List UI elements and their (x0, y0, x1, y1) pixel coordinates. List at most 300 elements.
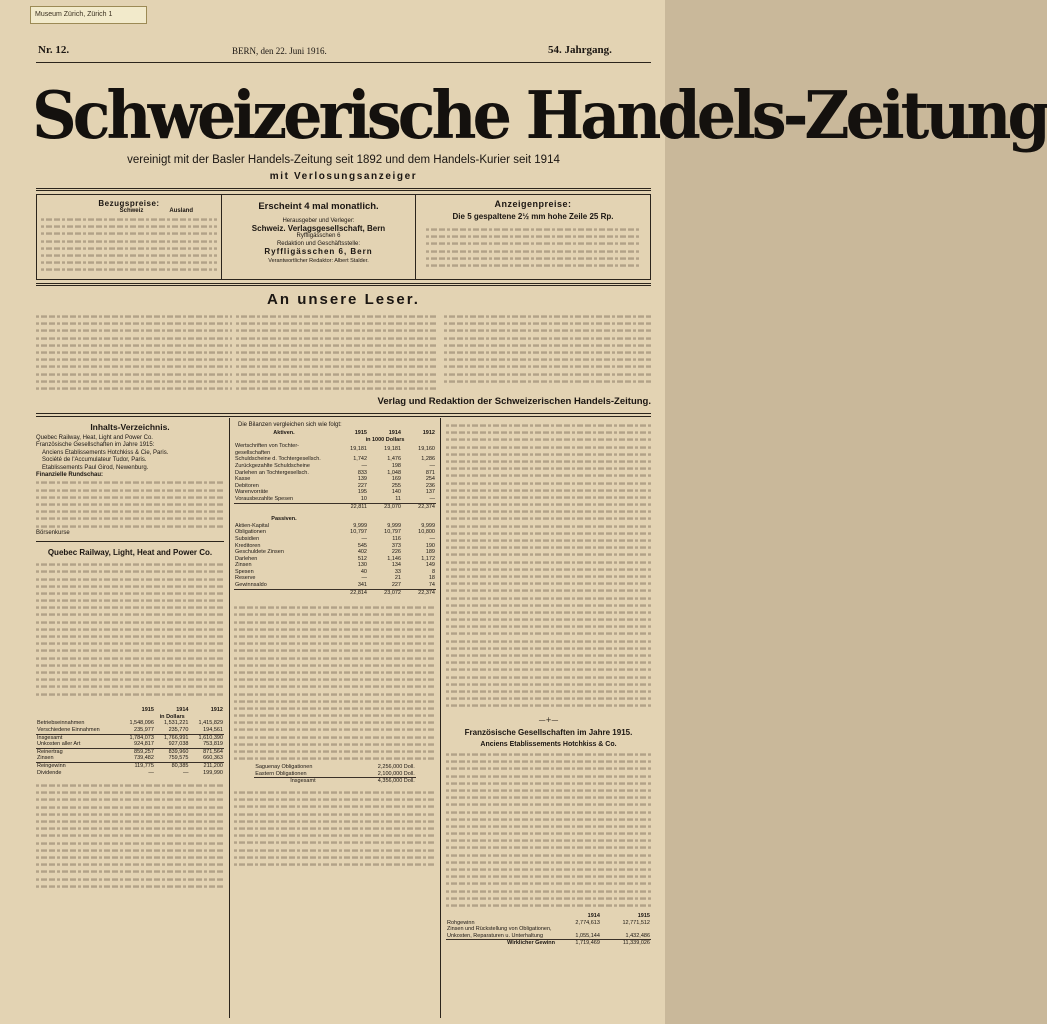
table-cell: 1,432,486 (625, 932, 650, 939)
inhalt-item: Anciens Etablissements Hotchkiss & Cie, Paris. (42, 449, 169, 456)
table-cell: 753,819 (203, 741, 223, 748)
text-line (36, 621, 224, 624)
bezug-col-ausland: Ausland (169, 208, 193, 214)
text-line (234, 849, 436, 852)
table-cell: Debitoren (235, 482, 259, 489)
table-cell: 9,999 (353, 522, 367, 529)
editorial-label: Redaktion und Geschäftsstelle: (276, 241, 361, 247)
table-cell: Zurückgezahlte Schuldscheine (235, 462, 310, 469)
table-cell: — (361, 575, 367, 582)
text-line (234, 628, 436, 631)
text-line (446, 518, 651, 521)
text-line (446, 424, 651, 427)
table-cell: 21 (394, 575, 401, 582)
text-line (36, 571, 224, 574)
text-line (446, 582, 651, 585)
text-line (446, 669, 651, 672)
text-line (446, 868, 651, 871)
text-line (36, 599, 224, 602)
balance-assets-table (234, 430, 436, 510)
table-cell: 119,775 (120, 762, 155, 769)
balance-liabilities-table (234, 516, 436, 596)
text-line (36, 856, 224, 859)
income-header-1914: 1914 (176, 707, 189, 714)
lead-column-1 (36, 313, 232, 393)
table-cell: Verschiedene Einnahmen (37, 726, 100, 733)
table-cell: Kasse (235, 476, 251, 483)
table-cell: 80,385 (155, 762, 190, 769)
text-line (236, 387, 436, 390)
text-line (41, 233, 217, 236)
right-text-2 (446, 751, 651, 909)
masthead-title: Schweizerische Handels-Zeitung (32, 77, 1047, 154)
text-line (234, 856, 436, 859)
publisher-box (222, 194, 416, 280)
text-line (234, 621, 436, 624)
text-line (234, 834, 436, 837)
table-cell: — (182, 769, 189, 776)
table-cell: Eastern Obligationen (255, 770, 307, 777)
table-cell: 211,200 (189, 762, 224, 769)
text-line (446, 532, 651, 535)
table-cell: 236 (425, 482, 435, 489)
text-line (444, 315, 651, 318)
table-cell: — (429, 535, 435, 542)
text-line (36, 525, 224, 528)
text-line (36, 373, 232, 376)
table-cell: 190 (425, 542, 435, 549)
text-line (234, 799, 436, 802)
table-row (254, 764, 416, 771)
table-cell: 195 (357, 489, 367, 496)
table-cell: 1915 (354, 430, 367, 436)
text-line (36, 792, 224, 795)
table-cell: 254 (425, 476, 435, 483)
text-line (36, 628, 224, 631)
text-line (36, 489, 224, 492)
table-cell: 924,817 (134, 741, 154, 748)
publisher-name: Schweiz. Verlagsgesellschaft, Bern (251, 224, 386, 233)
text-line (234, 729, 436, 732)
text-line (446, 475, 651, 478)
text-line (446, 890, 651, 893)
text-line (446, 789, 651, 792)
table-cell: 402 (357, 549, 367, 556)
balance-intro: Die Bilanzen vergleichen sich wie folgt: (238, 422, 342, 428)
text-line (446, 489, 651, 492)
table-cell: — (429, 495, 435, 502)
text-line (36, 813, 224, 816)
text-line (234, 791, 436, 794)
table-cell: Saguenay Obligationen (255, 764, 313, 771)
table-cell: Kreditoren (235, 542, 261, 549)
table-cell: Betriebseinnahmen (37, 720, 85, 727)
masthead-subtitle: vereinigt mit der Basler Handels-Zeitung seit 1892 und dem Handels-Kurier seit 1914 (127, 154, 560, 166)
text-line (426, 264, 640, 267)
text-line (446, 854, 651, 857)
table-cell (446, 913, 556, 920)
text-line (446, 811, 651, 814)
table-cell: Dividende (37, 769, 62, 776)
table-cell: Wertschriften von Tochter-gesellschaften (235, 443, 299, 456)
table-row (36, 755, 224, 762)
text-line (234, 743, 436, 746)
table-cell: 227 (357, 482, 367, 489)
publisher-address: Ryffligässchen 6 (296, 233, 341, 239)
text-line (446, 561, 651, 564)
table-cell: 2,774,613 (575, 919, 600, 926)
text-line (446, 539, 651, 542)
text-line (446, 496, 651, 499)
table-cell: 545 (357, 542, 367, 549)
text-line (234, 714, 436, 717)
table-cell: 373 (391, 542, 401, 549)
text-line (41, 240, 217, 243)
text-line (36, 878, 224, 881)
table-cell: 226 (391, 549, 401, 556)
text-line (234, 863, 436, 866)
text-line (36, 366, 232, 369)
text-line (36, 885, 224, 888)
table-cell: 1,476 (387, 456, 401, 463)
inhalt-item: Französische Gesellschaften im Jahre 1915: (36, 442, 155, 449)
text-line (36, 511, 224, 514)
masthead-rule (36, 188, 651, 192)
franz-title: Französische Gesellschaften im Jahre 1915. (464, 728, 633, 737)
table-cell: 140 (391, 489, 401, 496)
lead-rule-top (36, 283, 651, 287)
table-cell: 8 (431, 568, 435, 575)
table-cell: 1,146 (387, 555, 401, 562)
table-cell: 23,070 (368, 503, 402, 510)
table-cell: 23,072 (368, 589, 402, 596)
text-line (234, 643, 436, 646)
text-line (36, 563, 224, 566)
inhalt-list (36, 435, 224, 537)
table-cell: Reinertrag (36, 748, 120, 755)
table-cell (36, 707, 120, 714)
bezugspreise-title: Bezugspreise: (98, 199, 160, 208)
text-line (234, 664, 436, 667)
text-line (444, 366, 651, 369)
text-line (234, 820, 436, 823)
table-cell: Rohgewinn (447, 919, 475, 926)
text-line (36, 842, 224, 845)
table-row (234, 483, 436, 490)
text-line (446, 697, 651, 700)
table-cell: 1,766,991 (155, 734, 190, 741)
text-line (234, 707, 436, 710)
table-cell: 19,181 (384, 446, 401, 453)
table-cell: 1,719,469 (556, 940, 601, 947)
right-text-1 (446, 422, 651, 712)
section-rule-2 (36, 416, 651, 417)
table-cell: Obligationen (235, 529, 266, 536)
table-row (234, 443, 436, 456)
income-table (36, 707, 224, 776)
text-line (446, 876, 651, 879)
text-line (36, 503, 224, 506)
text-line (446, 568, 651, 571)
text-line (234, 635, 436, 638)
table-row (36, 720, 224, 727)
table-row (234, 556, 436, 563)
table-row (254, 778, 416, 785)
middle-column (234, 422, 436, 871)
table-cell: 2,256,000 Doll. (377, 764, 415, 771)
table-cell (234, 503, 334, 510)
table-row (234, 562, 436, 569)
text-line (446, 554, 651, 557)
text-line (444, 373, 651, 376)
text-line (426, 257, 640, 260)
table-cell: 871 (425, 469, 435, 476)
text-line (234, 657, 436, 660)
table-cell: 18 (428, 575, 435, 582)
table-cell: — (148, 769, 154, 776)
text-line (36, 323, 232, 326)
text-line (444, 337, 651, 340)
table-cell: Spesen (235, 568, 254, 575)
text-line (36, 835, 224, 838)
inhalt-item: Finanzielle Rundschau: (36, 472, 104, 479)
text-line (236, 337, 436, 340)
assets-total (234, 503, 436, 510)
text-line (41, 269, 217, 272)
text-line (41, 226, 217, 229)
inhalt-item: Quebec Railway, Heat, Light and Power Co. (36, 435, 153, 441)
inhalt-item: Etablissements Paul Girod, Newenburg. (42, 464, 149, 471)
text-line (446, 832, 651, 835)
table-cell: — (361, 462, 367, 469)
table-cell: 759,575 (168, 755, 189, 762)
text-line (446, 676, 651, 679)
bezugspreise-box (36, 194, 222, 280)
text-line (234, 842, 436, 845)
table-cell: 833 (357, 469, 367, 476)
table-cell: 739,482 (134, 755, 154, 762)
table-row (234, 476, 436, 483)
table-cell (368, 516, 402, 523)
text-line (36, 635, 224, 638)
table-row (446, 940, 651, 947)
table-row (234, 456, 436, 463)
table-cell: 198 (391, 462, 401, 469)
table-cell: 11,339,026 (601, 940, 651, 947)
table-cell: 227 (391, 582, 401, 589)
text-line (36, 585, 224, 588)
middle-text-2 (234, 789, 436, 871)
table-cell: 139 (357, 476, 367, 483)
table-row (234, 569, 436, 576)
table-cell: 1,784,073 (120, 734, 155, 741)
text-line (444, 330, 651, 333)
text-line (446, 604, 651, 607)
table-cell: 134 (391, 562, 401, 569)
anzeigenpreise-title: Anzeigenpreise: (494, 199, 572, 209)
middle-text-1 (234, 604, 436, 762)
table-cell (234, 437, 334, 444)
text-line (446, 525, 651, 528)
table-row (36, 741, 224, 748)
table-row (234, 489, 436, 496)
museum-stamp: Museum Zürich, Zürich 1 (30, 6, 147, 24)
table-cell: 11 (395, 495, 401, 502)
text-line (446, 511, 651, 514)
text-line (446, 825, 651, 828)
table-cell: 169 (391, 476, 401, 483)
bezug-col-schweiz: Schweiz (119, 208, 144, 214)
text-line (446, 897, 651, 900)
text-line (446, 503, 651, 506)
lead-column-2 (236, 313, 436, 393)
table-cell: 512 (357, 555, 367, 562)
issue-number: Nr. 12. (38, 44, 70, 56)
text-line (234, 671, 436, 674)
text-line (446, 467, 651, 470)
text-line (236, 380, 436, 383)
table-cell: 33 (394, 568, 401, 575)
frequency: Erscheint 4 mal monatlich. (258, 201, 379, 212)
table-row (36, 770, 224, 777)
income-header-1915: 1915 (141, 707, 154, 714)
income-unit: in Dollars (159, 713, 185, 720)
text-line (444, 380, 651, 383)
text-line (36, 650, 224, 653)
table-cell: 137 (425, 489, 435, 496)
volume: 54. Jahrgang. (548, 44, 612, 56)
editorial-address: Ryffligässchen 6, Bern (264, 247, 373, 256)
liabilities-header: Passiven. (271, 516, 297, 523)
table-row (234, 575, 436, 582)
text-line (234, 607, 436, 610)
text-line (234, 686, 436, 689)
text-line (446, 432, 651, 435)
liabilities-total (234, 589, 436, 596)
section-rule (36, 413, 651, 414)
text-line (36, 671, 224, 674)
text-line (234, 650, 436, 653)
text-line (426, 243, 640, 246)
table-row (234, 536, 436, 543)
table-cell: 74 (428, 582, 435, 589)
table-cell: Zinsen und Rückstellung von Obligationen, Unkosten, Reparaturen u. Unterhaltung (447, 926, 552, 939)
text-line (446, 804, 651, 807)
table-cell: Geschuldete Zinsen (235, 549, 284, 556)
table-row (234, 582, 436, 589)
text-line (236, 358, 436, 361)
table-cell: 1912 (422, 430, 435, 436)
text-line (36, 799, 224, 802)
table-cell: 194,561 (203, 726, 223, 733)
text-line (234, 750, 436, 753)
table-row (446, 926, 651, 940)
right-column (446, 422, 651, 947)
text-line (236, 351, 436, 354)
table-row (36, 748, 224, 755)
text-line (36, 806, 224, 809)
text-line (446, 761, 651, 764)
text-line (446, 690, 651, 693)
table-cell: 1,048 (387, 469, 401, 476)
column-divider-1 (229, 418, 230, 1018)
text-line (236, 323, 436, 326)
text-line (234, 758, 436, 761)
table-row (36, 734, 224, 741)
table-cell: 1,548,096 (129, 720, 154, 727)
text-line (446, 439, 651, 442)
text-line (234, 693, 436, 696)
text-line (36, 592, 224, 595)
assets-header: Aktiven. (273, 430, 295, 436)
table-cell: 9,999 (421, 522, 435, 529)
table-row (234, 496, 436, 503)
text-line (236, 330, 436, 333)
text-line (36, 607, 224, 610)
hotchkiss-table (446, 913, 651, 947)
table-cell: 22,811 (334, 503, 368, 510)
hotchkiss-header-1914: 1914 (587, 913, 600, 919)
text-line (446, 611, 651, 614)
table-cell (234, 589, 334, 596)
income-header-1912: 1912 (210, 707, 223, 714)
table-cell: 22,814 (334, 589, 368, 596)
table-cell: 2,100,000 Doll. (377, 770, 415, 777)
table-cell: Reingewinn (36, 762, 120, 769)
text-line (36, 820, 224, 823)
text-line (234, 827, 436, 830)
text-line (236, 315, 436, 318)
text-line (446, 633, 651, 636)
table-cell: Warenvorräte (235, 489, 269, 496)
text-line (36, 664, 224, 667)
text-line (234, 678, 436, 681)
table-cell: 859,257 (120, 748, 155, 755)
text-line (234, 614, 436, 617)
text-line (444, 351, 651, 354)
table-cell: 1,055,144 (575, 932, 600, 939)
inhalt-item: Société de l'Accumulateur Tudor, Paris. (42, 457, 147, 464)
table-cell: Unkosten aller Art (37, 741, 81, 748)
text-line (41, 261, 217, 264)
lead-column-3 (444, 313, 651, 393)
text-line (36, 863, 224, 866)
text-line (446, 626, 651, 629)
table-cell: 341 (357, 582, 367, 589)
table-cell: 839,960 (155, 748, 190, 755)
text-line (36, 315, 232, 318)
text-line (444, 344, 651, 347)
table-cell: Insgesamt (254, 778, 351, 785)
text-line (36, 578, 224, 581)
table-cell: Vorausbezahlte Spesen (235, 495, 294, 502)
text-line (446, 768, 651, 771)
table-cell: Darlehen an Tochtergesellsch. (235, 469, 309, 476)
text-line (36, 678, 224, 681)
table-cell (36, 714, 120, 721)
text-line (446, 460, 651, 463)
column-divider-2 (440, 418, 441, 1018)
masthead-subtitle-2: mit Verlosungsanzeiger (269, 171, 418, 182)
text-line (446, 575, 651, 578)
text-line (446, 705, 651, 708)
text-line (234, 736, 436, 739)
table-cell: 235,977 (134, 726, 154, 733)
text-line (41, 254, 217, 257)
text-line (446, 640, 651, 643)
text-line (236, 366, 436, 369)
text-line (36, 330, 232, 333)
